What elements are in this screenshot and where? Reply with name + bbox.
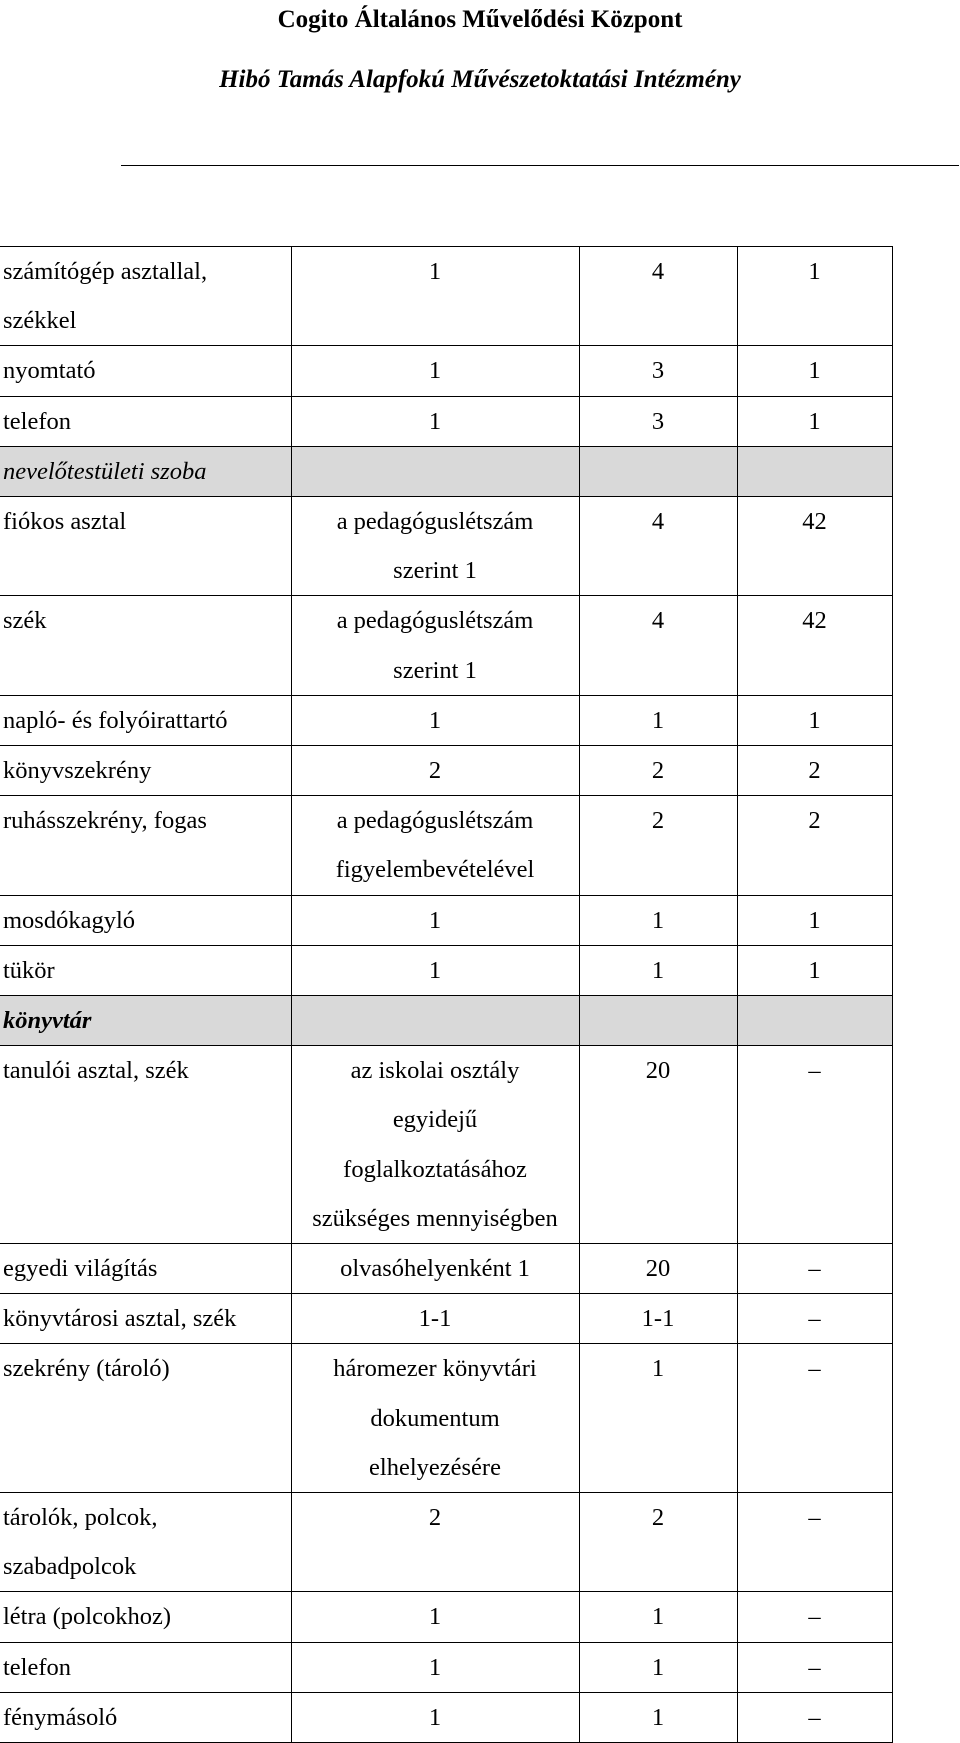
item-name (0, 895, 291, 945)
table-row (0, 596, 892, 695)
quantity-rule-line: elhelyezésére (369, 1453, 501, 1481)
quantity-cell-col3: 2 (579, 1493, 737, 1592)
item-name (0, 695, 291, 745)
quantity-rule-line: 1 (428, 407, 442, 435)
quantity-cell-col3: 3 (579, 396, 737, 446)
item-name (0, 1244, 291, 1294)
table-row (0, 346, 892, 396)
quantity-cell-col4: 2 (737, 796, 892, 895)
quantity-cell-col4: 2 (737, 746, 892, 796)
quantity-rule-line: 1 (428, 906, 442, 934)
table-row (0, 1692, 892, 1742)
table-row (0, 1493, 892, 1592)
quantity-cell-col4: 1 (737, 895, 892, 945)
table-row (0, 945, 892, 995)
quantity-cell-col3: 4 (579, 596, 737, 695)
quantity-rule-cell (291, 1046, 579, 1244)
item-name-line: nevelőtestületi szoba (3, 457, 207, 485)
quantity-rule-line: 1 (428, 1703, 442, 1731)
quantity-cell-col4: 1 (737, 945, 892, 995)
section-heading (0, 446, 291, 496)
quantity-rule-cell (291, 1592, 579, 1642)
item-name-line: mosdókagyló (3, 906, 136, 934)
quantity-cell-col4: – (737, 1592, 892, 1642)
quantity-rule-line: 1-1 (418, 1305, 452, 1333)
header-divider (121, 165, 959, 166)
item-name (0, 746, 291, 796)
quantity-rule-cell (291, 1344, 579, 1493)
quantity-cell-col3: 4 (579, 497, 737, 596)
item-name-line: tárolók, polcok, (3, 1504, 158, 1532)
item-name-line: fénymásoló (3, 1703, 118, 1731)
quantity-cell-col3: 3 (579, 346, 737, 396)
quantity-cell-col3: 2 (579, 796, 737, 895)
quantity-cell-col3: 4 (579, 247, 737, 346)
item-name-line: szék (3, 607, 47, 635)
quantity-rule-cell (291, 446, 579, 496)
table-row (0, 1344, 892, 1493)
table-row (0, 497, 892, 596)
quantity-cell-col4: 1 (737, 695, 892, 745)
item-name-line: szekrény (tároló) (3, 1355, 170, 1383)
quantity-cell-col3 (579, 446, 737, 496)
quantity-rule-cell (291, 497, 579, 596)
quantity-cell-col4: – (737, 1046, 892, 1244)
table-section-row (0, 996, 892, 1046)
quantity-cell-col3: 1-1 (579, 1294, 737, 1344)
quantity-rule-cell (291, 796, 579, 895)
table-row (0, 396, 892, 446)
table-row (0, 746, 892, 796)
quantity-cell-col4 (737, 996, 892, 1046)
item-name-line: könyvszekrény (3, 757, 152, 785)
equipment-table-body (0, 247, 892, 1743)
quantity-cell-col4: – (737, 1493, 892, 1592)
quantity-cell-col3: 2 (579, 746, 737, 796)
quantity-cell-col4: – (737, 1692, 892, 1742)
quantity-rule-line: 1 (428, 1603, 442, 1631)
quantity-rule-line: háromezer könyvtári (333, 1355, 537, 1383)
quantity-rule-cell (291, 1244, 579, 1294)
institution-subtitle: Hibó Tamás Alapfokú Művészetoktatási Intézmény (219, 66, 741, 93)
item-name-line: egyedi világítás (3, 1255, 158, 1283)
quantity-cell-col3: 1 (579, 1642, 737, 1692)
quantity-rule-line: 1 (428, 1653, 442, 1681)
item-name-line: telefon (3, 407, 72, 435)
equipment-table (0, 246, 893, 1743)
item-name (0, 1493, 291, 1592)
item-name-line: nyomtató (3, 357, 96, 385)
quantity-cell-col4 (737, 446, 892, 496)
quantity-cell-col3: 1 (579, 695, 737, 745)
table-row (0, 796, 892, 895)
item-name-line: könyvtár (3, 1007, 92, 1035)
institution-title: Cogito Általános Művelődési Központ (277, 6, 683, 33)
quantity-cell-col4: 1 (737, 247, 892, 346)
item-name (0, 1344, 291, 1493)
quantity-cell-col3 (579, 996, 737, 1046)
table-section-row (0, 446, 892, 496)
quantity-cell-col4: – (737, 1244, 892, 1294)
item-name (0, 796, 291, 895)
quantity-rule-line: szerint 1 (393, 656, 477, 684)
quantity-rule-line: foglalkoztatásához (343, 1155, 527, 1183)
table-row (0, 1046, 892, 1244)
quantity-rule-cell (291, 746, 579, 796)
quantity-cell-col4: – (737, 1294, 892, 1344)
quantity-rule-line: az iskolai osztály (350, 1057, 520, 1085)
quantity-cell-col3: 1 (579, 1592, 737, 1642)
quantity-rule-cell (291, 945, 579, 995)
item-name-line: könyvtárosi asztal, szék (3, 1305, 237, 1333)
item-name-line: fiókos asztal (3, 508, 127, 536)
quantity-rule-line: 1 (428, 357, 442, 385)
quantity-cell-col3: 1 (579, 1344, 737, 1493)
item-name (0, 596, 291, 695)
item-name-line: számítógép asztallal, (3, 258, 208, 285)
table-row (0, 895, 892, 945)
quantity-cell-col4: 42 (737, 596, 892, 695)
item-name (0, 346, 291, 396)
quantity-rule-line: 1 (428, 258, 442, 285)
table-row (0, 1244, 892, 1294)
item-name (0, 1294, 291, 1344)
quantity-cell-col4: 1 (737, 396, 892, 446)
item-name-line: telefon (3, 1653, 72, 1681)
table-row (0, 695, 892, 745)
quantity-rule-line: szerint 1 (393, 557, 477, 585)
item-name-line: tükör (3, 956, 55, 984)
table-row (0, 247, 892, 346)
quantity-cell-col3: 1 (579, 1692, 737, 1742)
item-name (0, 945, 291, 995)
quantity-rule-cell (291, 346, 579, 396)
item-name-line: székkel (3, 307, 77, 335)
item-name-line: létra (polcokhoz) (3, 1603, 172, 1631)
quantity-rule-line: dokumentum (370, 1404, 500, 1432)
quantity-rule-cell (291, 596, 579, 695)
quantity-rule-line: 2 (428, 757, 442, 785)
item-name (0, 1592, 291, 1642)
quantity-rule-line: egyidejű (392, 1106, 478, 1134)
item-name (0, 1642, 291, 1692)
quantity-rule-line: 1 (428, 956, 442, 984)
quantity-cell-col3: 1 (579, 945, 737, 995)
quantity-rule-line: 1 (428, 706, 442, 734)
item-name-line: szabadpolcok (3, 1553, 137, 1581)
section-heading (0, 996, 291, 1046)
quantity-rule-cell (291, 1642, 579, 1692)
quantity-cell-col4: – (737, 1642, 892, 1692)
quantity-rule-cell (291, 396, 579, 446)
quantity-cell-col4: – (737, 1344, 892, 1493)
quantity-cell-col4: 1 (737, 346, 892, 396)
quantity-rule-cell (291, 895, 579, 945)
quantity-cell-col3: 1 (579, 895, 737, 945)
quantity-rule-line: olvasóhelyenként 1 (340, 1255, 530, 1283)
item-name-line: napló- és folyóirattartó (3, 706, 228, 734)
quantity-rule-cell (291, 695, 579, 745)
item-name-line: tanulói asztal, szék (3, 1057, 189, 1085)
item-name-line: ruhásszekrény, fogas (3, 807, 207, 835)
item-name (0, 497, 291, 596)
quantity-rule-cell (291, 996, 579, 1046)
quantity-rule-cell (291, 247, 579, 346)
quantity-rule-line: a pedagóguslétszám (336, 508, 534, 536)
quantity-rule-line: szükséges mennyiségben (312, 1204, 558, 1232)
table-row (0, 1294, 892, 1344)
item-name (0, 1692, 291, 1742)
quantity-cell-col3: 20 (579, 1046, 737, 1244)
item-name (0, 247, 291, 346)
table-row (0, 1642, 892, 1692)
quantity-rule-cell (291, 1493, 579, 1592)
quantity-cell-col3: 20 (579, 1244, 737, 1294)
quantity-rule-cell (291, 1692, 579, 1742)
quantity-rule-line: a pedagóguslétszám (336, 607, 534, 635)
item-name (0, 1046, 291, 1244)
quantity-cell-col4: 42 (737, 497, 892, 596)
item-name (0, 396, 291, 446)
table-row (0, 1592, 892, 1642)
quantity-rule-line: figyelembevételével (335, 856, 535, 884)
quantity-rule-line: 2 (428, 1504, 442, 1532)
quantity-rule-cell (291, 1294, 579, 1344)
quantity-rule-line: a pedagóguslétszám (336, 807, 534, 835)
